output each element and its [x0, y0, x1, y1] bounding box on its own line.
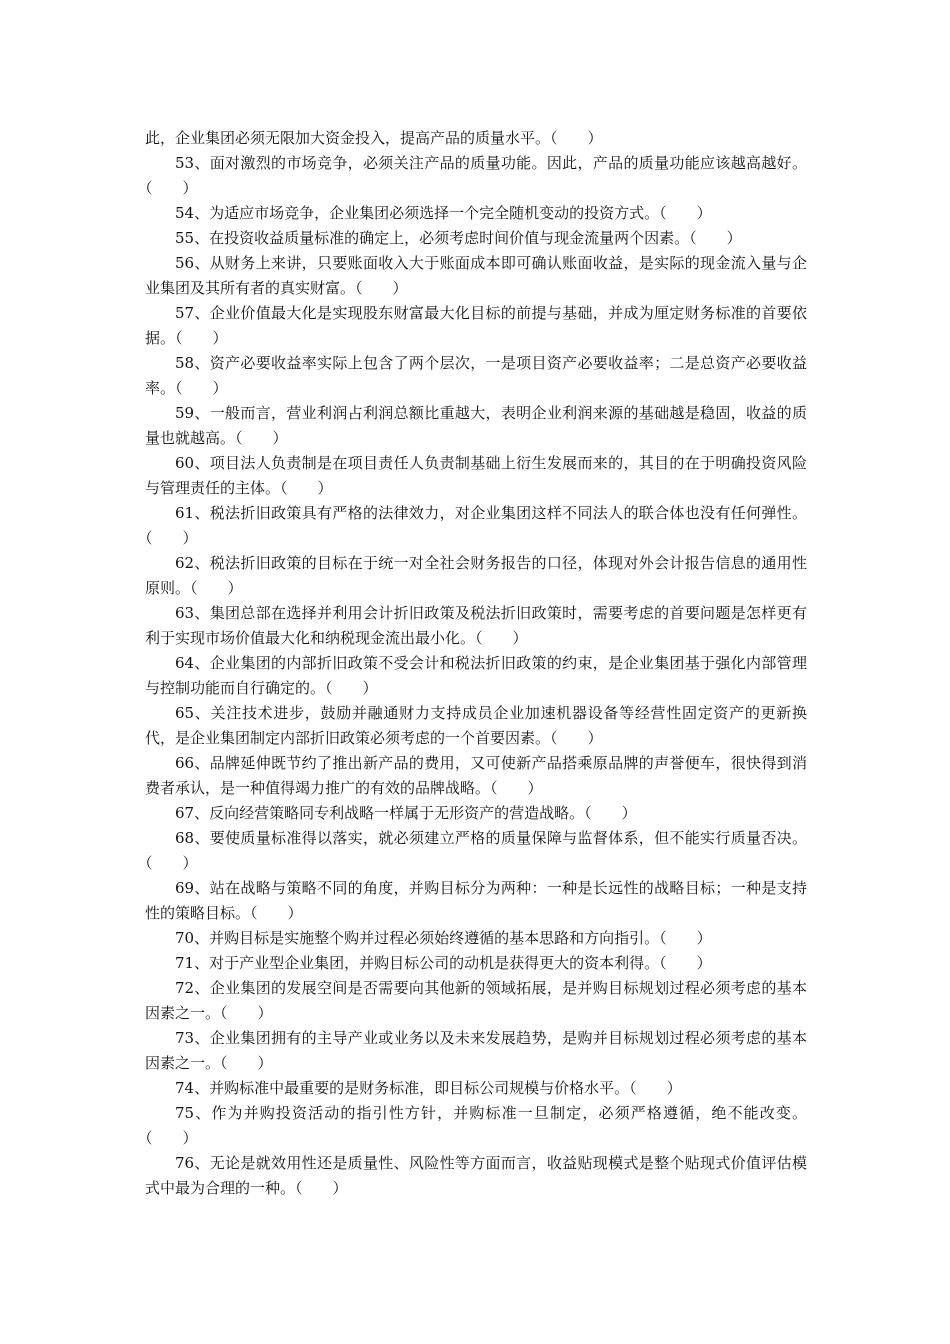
- answer-blank: （ ）: [280, 479, 333, 497]
- question-text: 64、企业集团的内部折旧政策不受会计和税法折旧政策的约束，是企业集团基于强化内部管理与控制功能而自行确定的。: [145, 654, 807, 697]
- answer-blank: （ ）: [659, 954, 712, 972]
- question-text: 76、无论是就效用性还是质量性、风险性等方面而言，收益贴现模式是整个贴现式价值评估模式中最为合理的一种。: [145, 1154, 807, 1197]
- answer-blank: （ ）: [220, 1004, 273, 1022]
- question-68: [145, 826, 807, 876]
- question-72: [145, 976, 807, 1026]
- question-61: [145, 501, 807, 551]
- question-75: [145, 1101, 807, 1151]
- question-66: [145, 751, 807, 801]
- question-text: 68、要使质量标准得以落实，就必须建立严格的质量保障与监督体系，但不能实行质量否决。: [175, 829, 807, 847]
- answer-blank: （ ）: [175, 329, 228, 347]
- question-text: 61、税法折旧政策具有严格的法律效力，对企业集团这样不同法人的联合体也没有任何弹性。: [175, 504, 807, 522]
- answer-blank: （ ）: [550, 729, 603, 747]
- question-text: 67、反向经营策略同专利战略一样属于无形资产的营造战略。: [175, 804, 585, 822]
- document-page: [145, 126, 807, 1201]
- question-70: [145, 926, 807, 951]
- question-text: 55、在投资收益质量标准的确定上，必须考虑时间价值与现金流量两个因素。: [175, 229, 690, 247]
- question-60: [145, 451, 807, 501]
- question-text: 63、集团总部在选择并利用会计折旧政策及税法折旧政策时，需要考虑的首要问题是怎样更有利于实现市场价值最大化和纳税现金流出最小化。: [145, 604, 807, 647]
- question-text: 69、站在战略与策略不同的角度，并购目标分为两种：一种是长远性的战略目标；一种是支持性的策略目标。: [145, 879, 807, 922]
- answer-blank: （ ）: [325, 679, 378, 697]
- question-text: 73、企业集团拥有的主导产业或业务以及未来发展趋势，是购并目标规划过程必须考虑的基本因素之一。: [145, 1029, 807, 1072]
- question-57: [145, 301, 807, 351]
- answer-blank: （ ）: [475, 629, 528, 647]
- question-text: 72、企业集团的发展空间是否需要向其他新的领域拓展，是并购目标规划过程必须考虑的基本因素之一。: [145, 979, 807, 1022]
- question-text: 59、一般而言，营业利润占利润总额比重越大，表明企业利润来源的基础越是稳固，收益的质量也就越高。: [145, 404, 807, 447]
- question-text: 75、作为并购投资活动的指引性方针，并购标准一旦制定，必须严格遵循，绝不能改变。: [175, 1104, 807, 1122]
- answer-blank: （ ）: [250, 904, 303, 922]
- question-text: 54、为适应市场竞争，企业集团必须选择一个完全随机变动的投资方式。: [175, 204, 660, 222]
- question-text: 57、企业价值最大化是实现股东财富最大化目标的前提与基础，并成为厘定财务标准的首要依据。: [145, 304, 807, 347]
- question-63: [145, 601, 807, 651]
- answer-blank: （ ）: [659, 204, 712, 222]
- answer-blank: （ ）: [145, 529, 198, 547]
- question-text: 66、品牌延伸既节约了推出新产品的费用，又可使新产品搭乘原品牌的声誉便车，很快得到消费者承认，是一种值得竭力推广的有效的品牌战略。: [145, 754, 807, 797]
- question-64: [145, 651, 807, 701]
- paragraph-continuation: [145, 126, 807, 151]
- question-65: [145, 701, 807, 751]
- answer-blank: （ ）: [584, 804, 637, 822]
- answer-blank: （ ）: [689, 229, 742, 247]
- question-58: [145, 351, 807, 401]
- question-62: [145, 551, 807, 601]
- answer-blank: （ ）: [355, 279, 408, 297]
- question-55: [145, 226, 807, 251]
- question-text: 56、从财务上来讲，只要账面收入大于账面成本即可确认账面收益，是实际的现金流入量与企业集团及其所有者的真实财富。: [145, 254, 807, 297]
- answer-blank: （ ）: [145, 179, 198, 197]
- question-text: 58、资产必要收益率实际上包含了两个层次，一是项目资产必要收益率；二是总资产必要收益率。: [145, 354, 807, 397]
- answer-blank: （ ）: [175, 379, 228, 397]
- question-76: [145, 1151, 807, 1201]
- question-text: 53、面对激烈的市场竞争，必须关注产品的质量功能。因此，产品的质量功能应该越高越好。: [175, 154, 807, 172]
- question-text: 70、并购目标是实施整个购并过程必须始终遵循的基本思路和方向指引。: [175, 929, 660, 947]
- paragraph-text: 此，企业集团必须无限加大资金投入，提高产品的质量水平。: [145, 129, 551, 147]
- answer-blank: （ ）: [550, 129, 603, 147]
- question-53: [145, 151, 807, 201]
- question-text: 60、项目法人负责制是在项目责任人负责制基础上衍生发展而来的，其目的在于明确投资风险与管理责任的主体。: [145, 454, 807, 497]
- answer-blank: （ ）: [220, 1054, 273, 1072]
- question-69: [145, 876, 807, 926]
- answer-blank: （ ）: [190, 579, 243, 597]
- answer-blank: （ ）: [145, 1129, 198, 1147]
- answer-blank: （ ）: [145, 854, 198, 872]
- answer-blank: （ ）: [295, 1179, 348, 1197]
- answer-blank: （ ）: [235, 429, 288, 447]
- question-text: 65、关注技术进步，鼓励并融通财力支持成员企业加速机器设备等经营性固定资产的更新换代，是企业集团制定内部折旧政策必须考虑的一个首要因素。: [145, 704, 807, 747]
- answer-blank: （ ）: [629, 1079, 682, 1097]
- question-73: [145, 1026, 807, 1076]
- question-71: [145, 951, 807, 976]
- question-text: 71、对于产业型企业集团，并购目标公司的动机是获得更大的资本利得。: [175, 954, 660, 972]
- question-67: [145, 801, 807, 826]
- question-56: [145, 251, 807, 301]
- question-74: [145, 1076, 807, 1101]
- question-text: 62、税法折旧政策的目标在于统一对全社会财务报告的口径，体现对外会计报告信息的通用性原则。: [145, 554, 807, 597]
- question-text: 74、并购标准中最重要的是财务标准，即目标公司规模与价格水平。: [175, 1079, 630, 1097]
- question-59: [145, 401, 807, 451]
- answer-blank: （ ）: [490, 779, 543, 797]
- question-54: [145, 201, 807, 226]
- answer-blank: （ ）: [659, 929, 712, 947]
